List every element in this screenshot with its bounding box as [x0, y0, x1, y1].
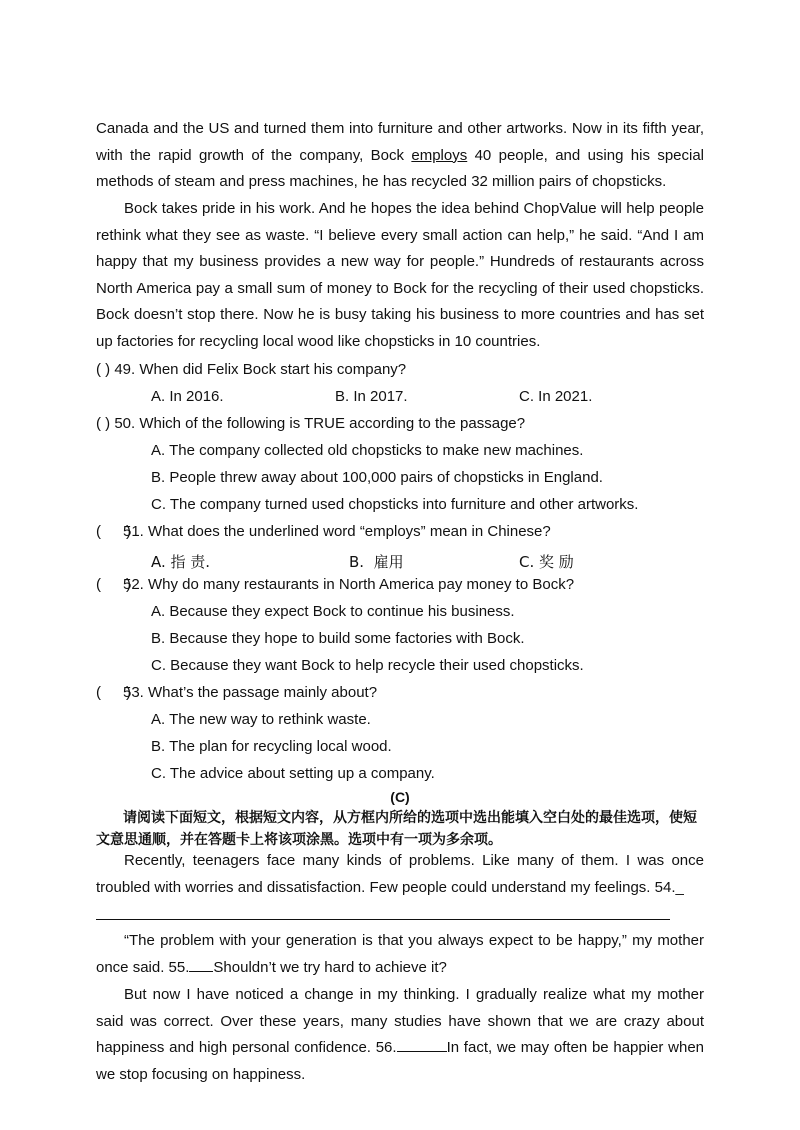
- question-51-option-a: A. 指 责.: [151, 553, 211, 571]
- question-53-paren: ( ): [96, 684, 131, 701]
- question-50-option-c: C. The company turned used chopsticks into furniture and other artworks.: [151, 496, 639, 513]
- text-segment: But now I have noticed a change in my thinking. I gradually realize what my mother said was correct. Over these years, many studies have shown that we are crazy about happiness and high personal confidence.: [96, 986, 704, 1057]
- underlined-word-employs: employs: [411, 146, 468, 164]
- section-c-paragraph-2: [96, 928, 704, 981]
- question-49-option-b: B. In 2017.: [335, 388, 408, 405]
- section-c-instruction-line-2: 文意思通顺，并在答题卡上将该项涂黑。选项中有一项为多余项。: [96, 832, 502, 848]
- question-53-stem: 53. What’s the passage mainly about?: [123, 684, 378, 701]
- question-52-option-a: A. Because they expect Bock to continue his business.: [151, 603, 515, 620]
- text-segment: In fact, we may often be happier when we stop focusing on happiness.: [96, 1039, 705, 1083]
- section-c-paragraph-3: [96, 982, 704, 1088]
- question-51-stem: 51. What does the underlined word “employs” mean in Chinese?: [123, 523, 551, 540]
- question-50-option-b: B. People threw away about 100,000 pairs of chopsticks in England.: [151, 469, 603, 486]
- blank-55-number: 55.: [168, 958, 190, 976]
- question-52-stem: 52. Why do many restaurants in North America pay money to Bock?: [123, 576, 575, 593]
- section-c-instruction-line-1: 请阅读下面短文，根据短文内容，从方框内所给的选项中选出能填入空白处的最佳选项，使短: [123, 810, 697, 826]
- question-49-stem: ( ) 49. When did Felix Bock start his company?: [96, 361, 407, 378]
- question-49-option-c: C. In 2021.: [519, 388, 593, 405]
- question-49-option-a: A. In 2016.: [151, 388, 224, 405]
- passage-b-paragraph-2: Bock takes pride in his work. And he hopes the idea behind ChopValue will help people rethink what they see as waste. “I believe every small action can help,” he said. “And I am happy that my business provides a new way for people.” Hundreds of restaurants across North America pay a small sum of money to Bock for the recycling of their used chopsticks. Bock doesn’t stop there. Now he is busy taking his business to more countries and has set up factories for recycling local wood like chopsticks in 10 countries.: [96, 200, 704, 350]
- question-51-paren: ( ): [96, 523, 131, 540]
- question-52-option-b: B. Because they hope to build some factories with Bock.: [151, 630, 525, 647]
- passage-b-paragraph-1: [96, 116, 704, 196]
- text-segment: 40 people, and using his special methods of steam and press machines, he has recycled 32 million pairs of chopsticks.: [96, 146, 705, 191]
- text-segment: Canada and the US and turned them into furniture and other artworks. Now in its fifth year, with the rapid growth of the company, Bock: [96, 120, 704, 164]
- blank-55-line: [189, 958, 213, 972]
- question-53-option-c: C. The advice about setting up a company.: [151, 765, 435, 782]
- question-50-option-a: A. The company collected old chopsticks to make new machines.: [151, 442, 584, 459]
- question-51-option-b: B. 雇用: [349, 553, 404, 571]
- text-segment: Shouldn’t we try hard to achieve it?: [213, 958, 447, 976]
- text-segment: “The problem with your generation is that you always expect to be happy,” my mother once said.: [96, 932, 704, 976]
- blank-56-number: 56.: [375, 1039, 397, 1057]
- question-53-option-a: A. The new way to rethink waste.: [151, 711, 371, 728]
- section-c-heading: (C): [390, 789, 410, 805]
- question-52-paren: ( ): [96, 576, 131, 593]
- answer-line-54: [96, 919, 670, 920]
- blank-56-line: [397, 1038, 447, 1052]
- question-50-stem: ( ) 50. Which of the following is TRUE according to the passage?: [96, 415, 526, 432]
- question-51-option-c: C. 奖 励: [519, 553, 574, 571]
- question-53-option-b: B. The plan for recycling local wood.: [151, 738, 392, 755]
- section-c-paragraph-1: Recently, teenagers face many kinds of problems. Like many of them. I was once troubled with worries and dissatisfaction. Few people could understand my feelings. 54._: [96, 852, 704, 896]
- question-52-option-c: C. Because they want Bock to help recycle their used chopsticks.: [151, 657, 584, 674]
